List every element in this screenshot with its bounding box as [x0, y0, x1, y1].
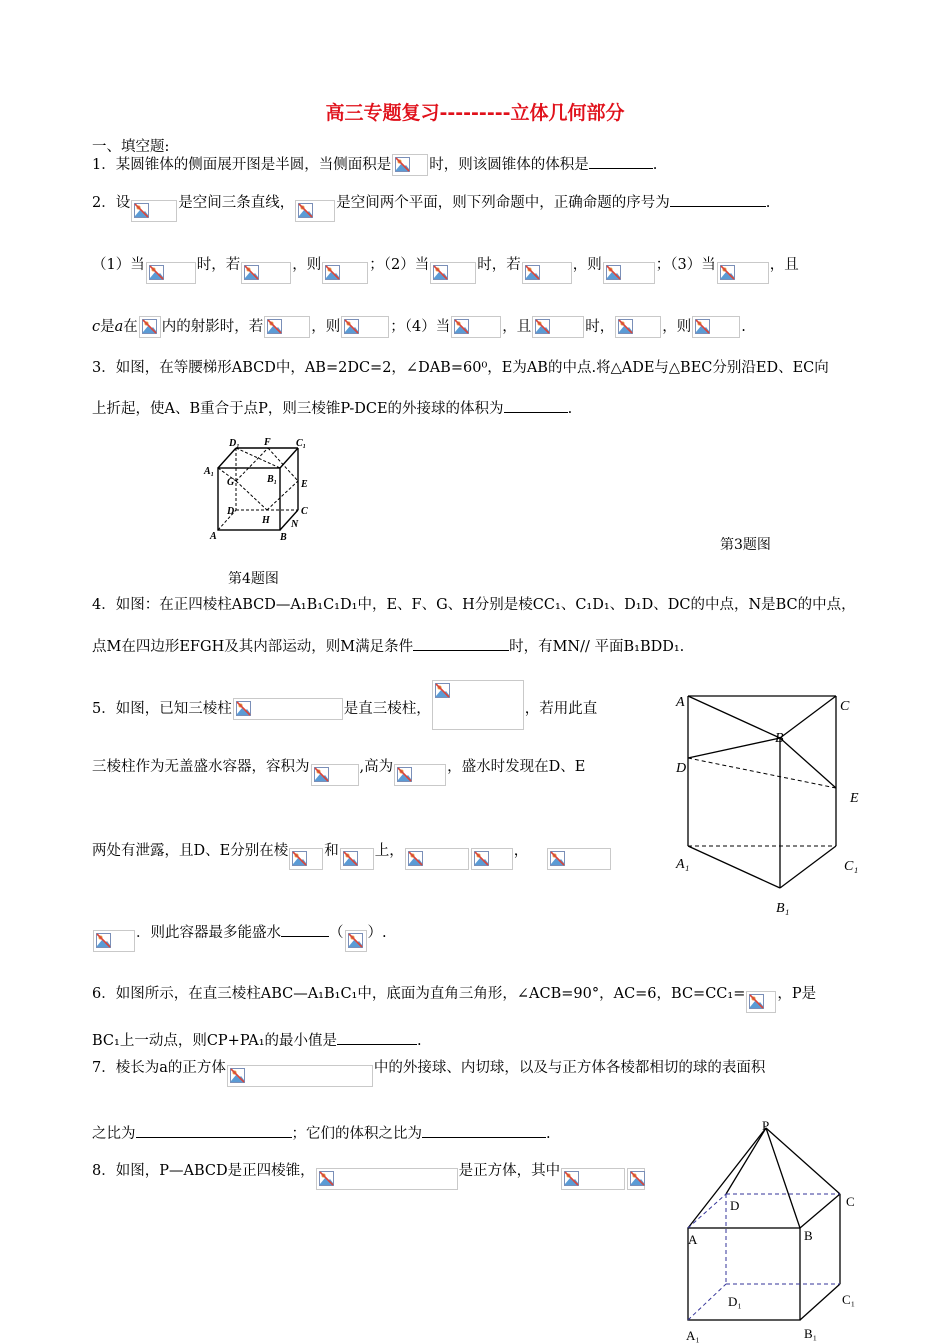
formula-image: [146, 262, 196, 284]
formula-image: [430, 262, 476, 284]
page-title: 高三专题复习---------立体几何部分: [325, 102, 625, 124]
broken-image-icon: [606, 265, 621, 280]
svg-text:A₁: A₁: [686, 1328, 700, 1343]
cube-front-face: [688, 1228, 800, 1320]
formula-image: [264, 316, 310, 338]
question-1: 1．某圆锥体的侧面展开图是半圆，当侧面积是 时，则该圆锥体的体积是 .: [92, 154, 657, 176]
formula-image: [289, 848, 323, 870]
svg-text:N: N: [291, 519, 299, 530]
svg-text:C: C: [301, 506, 308, 517]
broken-image-icon: [348, 933, 363, 948]
broken-image-icon: [564, 1171, 579, 1186]
answer-blank[interactable]: [281, 922, 329, 937]
broken-image-icon: [314, 767, 329, 782]
broken-image-icon: [134, 203, 149, 218]
formula-image: [394, 764, 446, 786]
broken-image-icon: [525, 265, 540, 280]
svg-text:D₁: D₁: [229, 438, 240, 449]
answer-blank[interactable]: [504, 398, 568, 413]
svg-text:B: B: [280, 532, 287, 543]
answer-blank[interactable]: [136, 1123, 292, 1138]
figure-3-caption: 第3题图: [720, 537, 771, 553]
svg-text:G: G: [227, 477, 235, 488]
svg-text:C₁: C₁: [296, 438, 307, 449]
formula-image: [322, 262, 368, 284]
question-8: 8．如图，P—ABCD是正四棱锥， 是正方体，其中: [92, 1160, 646, 1182]
formula-image: [295, 200, 335, 222]
question-5: 5．如图，已知三棱柱 是直三棱柱， ，若用此直: [92, 684, 597, 734]
svg-text:B₁: B₁: [776, 901, 790, 916]
broken-image-icon: [292, 851, 307, 866]
broken-image-icon: [695, 319, 710, 334]
formula-image: [451, 316, 501, 338]
formula-image: [692, 316, 740, 338]
broken-image-icon: [96, 933, 111, 948]
broken-image-icon: [550, 851, 565, 866]
broken-image-icon: [149, 265, 164, 280]
svg-text:C: C: [846, 1194, 855, 1209]
broken-image-icon: [408, 851, 423, 866]
broken-image-icon: [397, 767, 412, 782]
broken-image-icon: [325, 265, 340, 280]
formula-image: [241, 262, 291, 284]
broken-image-icon: [435, 683, 450, 698]
broken-image-icon: [319, 1171, 334, 1186]
broken-image-icon: [618, 319, 633, 334]
question-5-line-4: ．则此容器最多能盛水 （ ）.: [92, 922, 387, 944]
svg-text:A₁: A₁: [676, 857, 690, 872]
broken-image-icon: [474, 851, 489, 866]
figure-4-prism: [200, 436, 325, 546]
svg-text:D₁: D₁: [728, 1294, 742, 1309]
question-7-line-2: 之比为 ；它们的体积之比为 .: [92, 1123, 551, 1145]
svg-text:H: H: [262, 515, 270, 526]
formula-image: [405, 848, 469, 870]
formula-image: [93, 930, 135, 952]
figure-8-solid: [680, 1118, 880, 1344]
svg-text:B: B: [804, 1228, 813, 1243]
formula-image: [547, 848, 611, 870]
formula-image: [392, 154, 428, 176]
answer-blank[interactable]: [589, 154, 653, 169]
figure-4-caption: 第4题图: [228, 571, 279, 587]
formula-image: [561, 1168, 625, 1190]
formula-image: [139, 316, 161, 338]
question-6: 6．如图所示，在直三棱柱ABC—A₁B₁C₁中，底面为直角三角形，∠ACB=90°，AC=6，BC=CC₁= ，P是: [92, 983, 816, 1005]
question-4-line-2: 点M在四边形EFGH及其内部运动，则M满足条件 时，有MN// 平面B₁BDD₁.: [92, 636, 684, 658]
formula-image: [227, 1065, 373, 1087]
svg-text:E: E: [301, 479, 308, 490]
formula-image: [532, 316, 584, 338]
svg-text:A₁: A₁: [204, 466, 215, 477]
svg-text:D: D: [676, 761, 687, 776]
broken-image-icon: [343, 851, 358, 866]
formula-image: [341, 316, 389, 338]
svg-text:A: A: [210, 531, 217, 542]
broken-image-icon: [344, 319, 359, 334]
broken-image-icon: [630, 1171, 645, 1186]
answer-blank[interactable]: [413, 636, 509, 651]
question-3-line-2: 上折起，使A、B重合于点P，则三棱锥P-DCE的外接球的体积为 .: [92, 398, 572, 420]
svg-text:A: A: [676, 695, 685, 710]
question-2-line-3: c是a在 内的射影时，若 ，则 ；（4）当 ，且 时， ，则 .: [92, 316, 746, 338]
formula-image: [746, 991, 776, 1013]
broken-image-icon: [244, 265, 259, 280]
svg-text:P: P: [762, 1118, 770, 1133]
svg-text:C₁: C₁: [844, 859, 859, 874]
broken-image-icon: [298, 203, 313, 218]
formula-image: [345, 930, 367, 952]
formula-image: [233, 698, 343, 720]
formula-image: [603, 262, 655, 284]
formula-image: [627, 1168, 645, 1190]
question-5-line-2: 三棱柱作为无盖盛水容器，容积为 ,高为 ，盛水时发现在D、E: [92, 756, 585, 778]
formula-image: [311, 764, 359, 786]
question-6-line-2: BC₁上一动点，则CP+PA₁的最小值是 .: [92, 1030, 422, 1052]
svg-text:D: D: [227, 506, 235, 517]
svg-text:C₁: C₁: [842, 1292, 856, 1307]
formula-image: [522, 262, 572, 284]
question-2: 2．设 是空间三条直线， 是空间两个平面，则下列命题中，正确命题的序号为 .: [92, 192, 770, 214]
broken-image-icon: [236, 701, 251, 716]
formula-image: [340, 848, 374, 870]
svg-text:C: C: [840, 699, 850, 714]
svg-text:A: A: [688, 1232, 698, 1247]
figure-5-prism: [668, 686, 868, 918]
question-3: 3．如图，在等腰梯形ABCD中，AB=2DC=2，∠DAB=60⁰，E为AB的中点.将△ADE与△BEC分别沿ED、EC向: [92, 360, 829, 376]
question-4: 4．如图：在正四棱柱ABCD—A₁B₁C₁D₁中，E、F、G、H分别是棱CC₁、C₁D₁、D₁D、DC的中点，N是BC的中点，: [92, 597, 856, 613]
formula-image: [471, 848, 513, 870]
question-2-line-2: （1）当 时，若 ，则 ；（2）当 时，若 ，则 ；（3）当 ，且: [92, 254, 799, 276]
broken-image-icon: [230, 1068, 245, 1083]
answer-blank[interactable]: [422, 1123, 546, 1138]
broken-image-icon: [142, 319, 157, 334]
answer-blank[interactable]: [337, 1030, 417, 1045]
svg-text:B₁: B₁: [804, 1326, 818, 1341]
svg-text:E: E: [850, 791, 859, 806]
section-heading: 一、填空题:: [92, 139, 170, 155]
broken-image-icon: [720, 265, 735, 280]
question-7: 7．棱长为a的正方体 中的外接球、内切球，以及与正方体各棱都相切的球的表面积: [92, 1057, 765, 1079]
broken-image-icon: [267, 319, 282, 334]
formula-image: [316, 1168, 458, 1190]
formula-image: [432, 680, 524, 730]
svg-text:B: B: [775, 731, 784, 746]
formula-image: [717, 262, 769, 284]
broken-image-icon: [395, 157, 410, 172]
answer-blank[interactable]: [670, 192, 766, 207]
broken-image-icon: [535, 319, 550, 334]
question-5-line-3: 两处有泄露，且D、E分别在棱 和 上， ，: [92, 840, 612, 862]
broken-image-icon: [433, 265, 448, 280]
broken-image-icon: [749, 994, 764, 1009]
svg-text:F: F: [264, 437, 271, 448]
svg-text:D: D: [730, 1198, 740, 1213]
formula-image: [131, 200, 177, 222]
formula-image: [615, 316, 661, 338]
svg-text:B₁: B₁: [267, 474, 278, 485]
broken-image-icon: [454, 319, 469, 334]
